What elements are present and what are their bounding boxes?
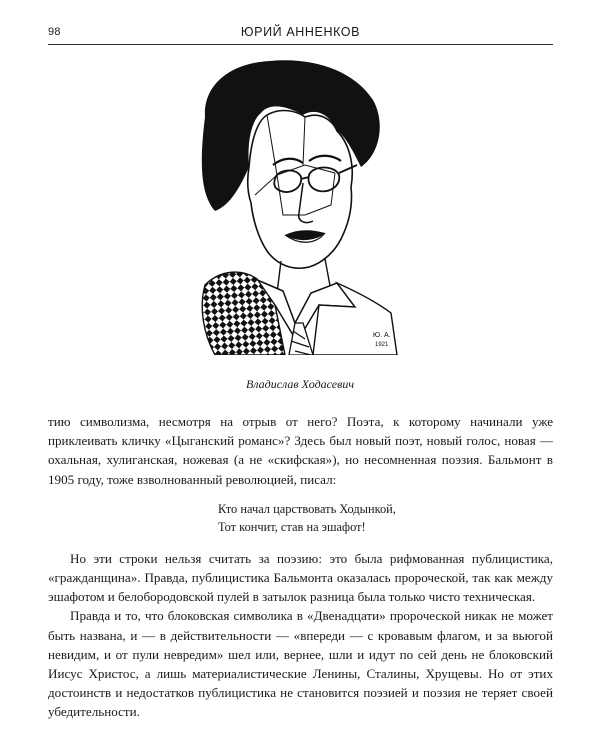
page-header [48,24,553,45]
verse-quote [48,500,553,536]
paragraph: Правда и то, что блоковская символика в «Двенадцати» пророческой никак не может быть названа, и — в действительности — «впереди — с кровавым флагом, и за вьюгой невидим, и от пули невредим» шел или, вернее, шли и идут по сей день не блоковский Иисус Христос, а лишь материалистические Ленины, Сталины, Хрущевы. Но от этих достоинств и недостатков публицистика не становится поэзией и поэзия не теряет своей убедительности. [48,608,553,720]
portrait-illustration [185,55,400,355]
page-number: 98 [48,26,61,38]
verse-line: Кто начал царствовать Ходынкой, [218,501,396,516]
paragraph: тию символизма, несмотря на отрыв от него? Поэта, к которому начинали уже приклеивать кличку «Цыганский романс»? Здесь был новый поэт, новый голос, новая — охальная, хулиганская, ножевая (а не «скифская»), но несомненная поэзия. Бальмонт в 1905 году, тоже взволнованный революцией, писал: [48,414,553,487]
running-title: ЮРИЙ АННЕНКОВ [240,25,361,39]
checkered-scarf [202,272,285,355]
figure-caption: Владислав Ходасевич [245,377,355,391]
body-text [48,412,553,722]
artist-signature-year: 1921 [375,342,389,348]
paragraph: Но эти строки нельзя считать за поэзию: это была рифмованная публицистика, «гражданщина». Правда, публицистика Бальмонта оказалась пророческой, так как между эшафотом и белобородовской пулей в затылок разница была только чисто техническая. [48,550,553,605]
face-outline [248,111,353,269]
verse-line: Тот кончит, став на эшафот! [218,519,366,534]
artist-signature: Ю. А. [373,332,391,339]
